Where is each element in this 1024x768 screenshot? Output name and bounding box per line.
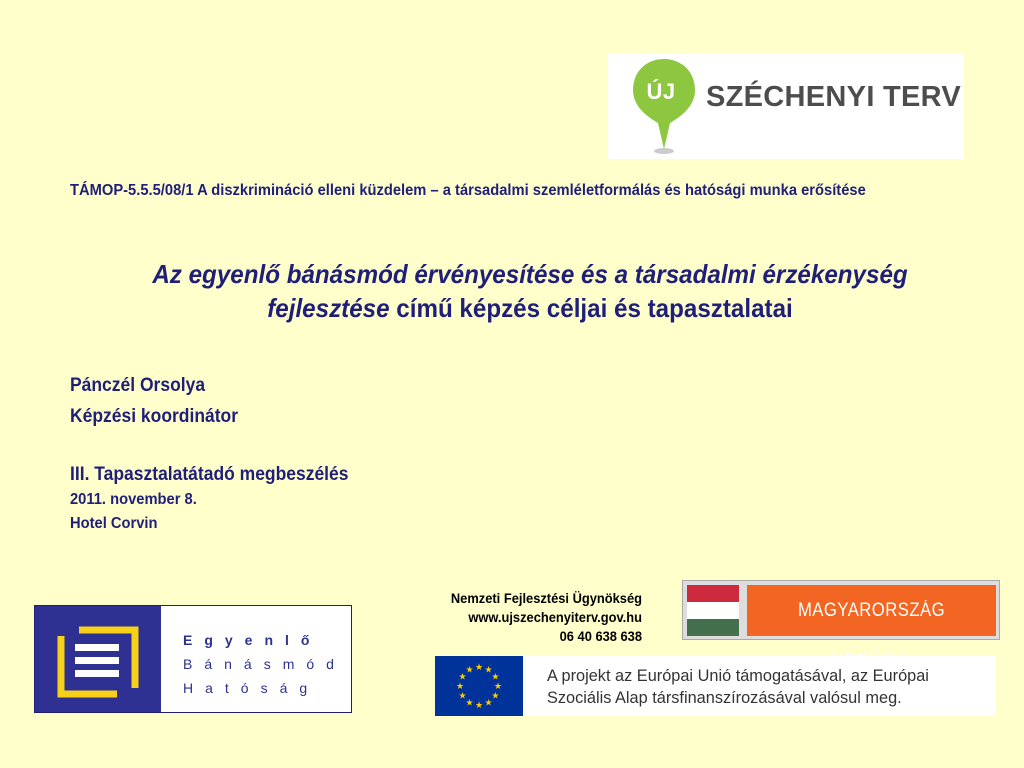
eu-star-icon: ★ — [484, 697, 493, 708]
ebh-emblem-icon — [35, 606, 161, 712]
ebh-logo — [34, 605, 352, 713]
website-url: www.ujszechenyiterv.gov.hu — [468, 609, 642, 625]
pin-label: ÚJ — [646, 79, 676, 104]
eu-star-icon: ★ — [465, 697, 474, 708]
presenter-role: Képzési koordinátor — [70, 406, 239, 427]
eu-support-banner — [435, 656, 996, 716]
eu-star-icon: ★ — [484, 664, 493, 675]
eu-support-text — [547, 665, 929, 709]
presenter-name: Pánczél Orsolya — [70, 375, 206, 396]
eu-flag-icon — [435, 656, 523, 716]
eu-text-line-2: Szociális Alap társfinanszírozásával valósul meg. — [547, 688, 902, 707]
eu-text-line-1: A projekt az Európai Unió támogatásával, az Európai — [547, 666, 929, 685]
main-title — [93, 257, 967, 325]
mm-text: MAGYARORSZÁG — [797, 600, 946, 621]
main-title-regular: című képzés céljai és tapasztalatai — [389, 293, 793, 323]
ebh-word-2: Bánásmód — [183, 656, 346, 672]
eu-star-icon: ★ — [465, 664, 474, 675]
eu-star-icon: ★ — [474, 700, 484, 710]
eu-star-icon: ★ — [493, 681, 503, 691]
main-title-italic: Az egyenlő bánásmód érvényesítése és a társadalmi érzékenység fejlesztése — [152, 259, 908, 323]
eu-star-icon: ★ — [455, 681, 465, 691]
project-title: TÁMOP-5.5.5/08/1 A diszkrimináció elleni küzdelem – a társadalmi szemléletformálás és hatósági munka erősítése — [70, 182, 866, 199]
eu-star-icon: ★ — [491, 671, 500, 682]
ebh-word-3: Hatóság — [183, 680, 320, 696]
hungarian-flag-icon — [687, 585, 739, 636]
event-venue: Hotel Corvin — [70, 515, 158, 532]
agency-name: Nemzeti Fejlesztési Ügynökség — [450, 590, 642, 606]
eu-star-icon: ★ — [458, 690, 467, 701]
uj-szechenyi-terv-logo — [608, 53, 964, 159]
location-pin-icon — [630, 57, 698, 155]
contact-block — [429, 589, 642, 646]
magyarorszag-megujul-logo — [682, 580, 1000, 640]
mm-text-box — [747, 585, 996, 636]
event-title: III. Tapasztalatátadó megbeszélés — [70, 464, 349, 485]
phone-number: 06 40 638 638 — [559, 628, 642, 644]
ebh-wordmark — [183, 628, 346, 700]
eu-star-icon: ★ — [491, 690, 500, 701]
eu-star-icon: ★ — [458, 671, 467, 682]
presenter-block — [70, 370, 238, 432]
logo-text: SZÉCHENYI TERV — [706, 81, 962, 113]
event-block — [70, 462, 348, 536]
ebh-word-1: Egyenlő — [183, 632, 322, 648]
eu-star-icon: ★ — [474, 662, 484, 672]
event-date: 2011. november 8. — [70, 491, 197, 508]
